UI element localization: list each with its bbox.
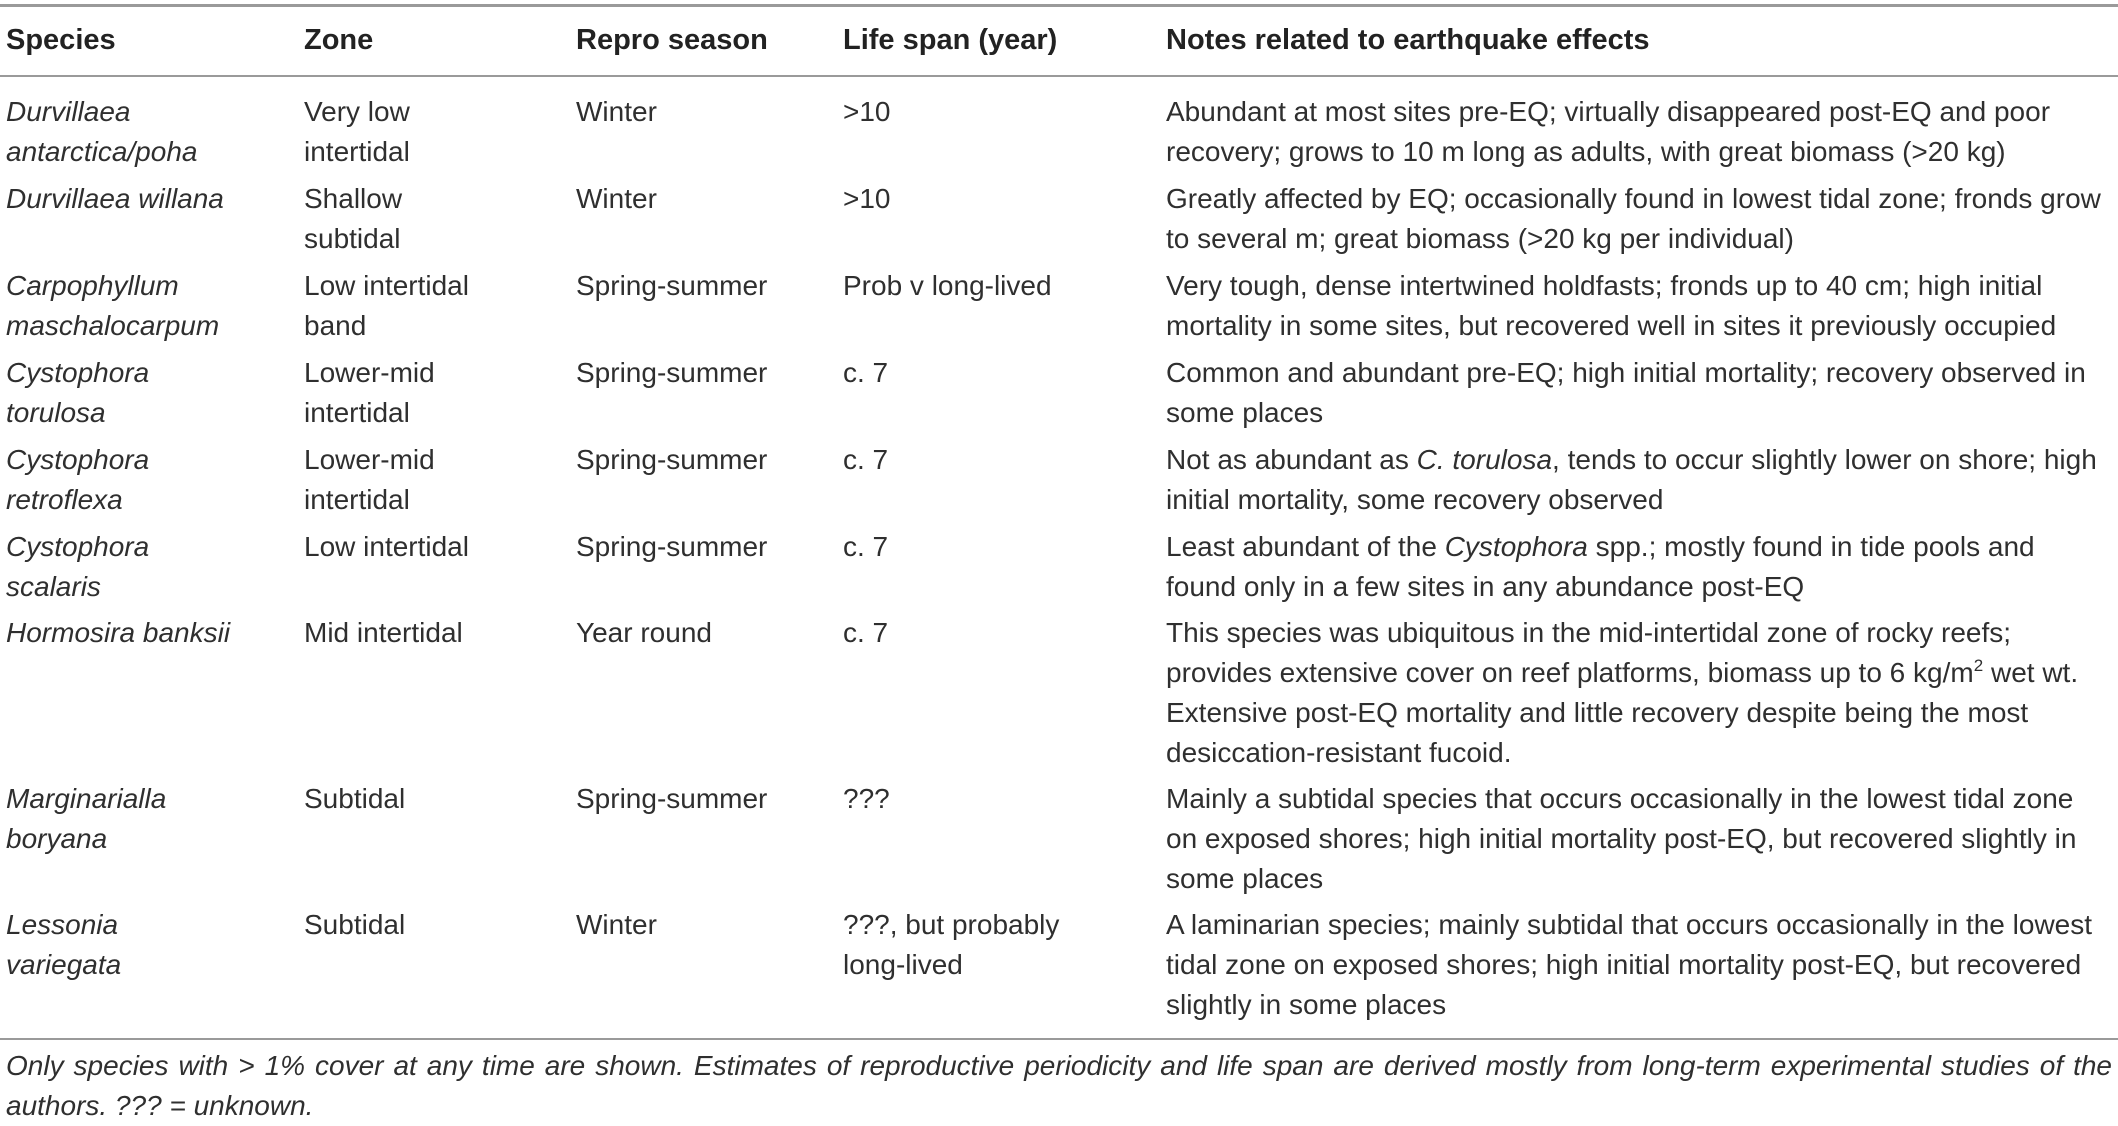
species-cell [6,527,286,607]
notes-line: Extensive post-EQ mortality and little recovery despite being the most [1166,697,2029,728]
species-line: retroflexa [6,484,123,515]
header-life-span: Life span (year) [843,24,1058,56]
life-span-cell: >10 [843,183,891,214]
life-span-line: long-lived [843,949,963,980]
notes-line: mortality in some sites, but recovered well in sites it previously occupied [1166,310,2057,341]
notes-line: This species was ubiquitous in the mid-intertidal zone of rocky reefs; [1166,617,2012,648]
header-zone: Zone [304,24,374,56]
season-cell: Spring-summer [576,783,768,814]
notes-line: Mainly a subtidal species that occurs occasionally in the lowest tidal zone [1166,783,2074,814]
zone-cell: Low intertidal [304,531,469,562]
zone-cell: Subtidal [304,909,406,940]
zone-line: Shallow [304,183,403,214]
notes-text: , tends to occur slightly lower on shore; high [1552,444,2097,475]
zone-line: band [304,310,367,341]
notes-line: on exposed shores; high initial mortality post-EQ, but recovered slightly in [1166,823,2077,854]
notes-line: Abundant at most sites pre-EQ; virtually disappeared post-EQ and poor [1166,96,2051,127]
zone-line: Very low [304,96,410,127]
notes-cell [1166,266,2118,346]
species-line: torulosa [6,397,106,428]
species-line: Carpophyllum [6,270,179,301]
notes-text: Least abundant of the [1166,531,1445,562]
table-header-rule [0,75,2118,77]
notes-line: Greatly affected by EQ; occasionally found in lowest tidal zone; fronds grow [1166,183,2101,214]
species-reference: C. torulosa [1416,444,1553,475]
season-cell: Spring-summer [576,531,768,562]
notes-text: provides extensive cover on reef platforms, biomass up to 6 kg/m [1166,657,1974,688]
species-line: Cystophora [6,444,150,475]
notes-line: A laminarian species; mainly subtidal that occurs occasionally in the lowest [1166,909,2093,940]
notes-line: some places [1166,863,1324,894]
notes-cell [1166,353,2118,433]
species-cell: Hormosira banksii [6,617,231,648]
life-span-cell [843,905,1143,985]
species-cell [6,92,286,172]
notes-line: desiccation-resistant fucoid. [1166,737,1512,768]
notes-line: tidal zone on exposed shores; high initial mortality post-EQ, but recovered [1166,949,2082,980]
life-span-cell: c. 7 [843,617,889,648]
life-span-cell: Prob v long-lived [843,270,1052,301]
zone-cell [304,92,554,172]
notes-cell [1166,92,2118,172]
notes-cell [1166,440,2118,520]
notes-line [1166,440,2118,480]
notes-text: Not as abundant as [1166,444,1417,475]
species-line: variegata [6,949,122,980]
zone-line: intertidal [304,484,410,515]
season-cell: Spring-summer [576,270,768,301]
notes-line: recovery; grows to 10 m long as adults, with great biomass (>20 kg) [1166,136,2006,167]
footnote-line: Only species with > 1% cover at any time are shown. Estimates of reproductive periodicity and life span are derived mostly from long-term experimental studies of the [6,1050,2112,1081]
season-cell: Winter [576,909,657,940]
zone-line: Lower-mid [304,444,435,475]
species-line: Durvillaea [6,96,131,127]
notes-line: some places [1166,397,1324,428]
species-line: scalaris [6,571,101,602]
notes-text: spp.; mostly found in tide pools and [1587,531,2035,562]
notes-cell [1166,779,2118,899]
life-span-cell: ??? [843,783,890,814]
species-line: Cystophora [6,531,150,562]
notes-line: to several m; great biomass (>20 kg per individual) [1166,223,1794,254]
life-span-line: ???, but probably [843,909,1060,940]
notes-line: slightly in some places [1166,989,1447,1020]
notes-cell [1166,179,2118,259]
species-cell: Durvillaea willana [6,183,224,214]
species-cell [6,266,286,346]
table-footnote [6,1046,2112,1126]
season-cell: Spring-summer [576,444,768,475]
season-cell: Year round [576,617,712,648]
notes-line: found only in a few sites in any abundance post-EQ [1166,571,1805,602]
header-species: Species [6,24,116,56]
species-line: Marginarialla [6,783,167,814]
zone-cell: Subtidal [304,783,406,814]
species-cell [6,440,286,520]
species-cell [6,905,286,985]
table-bottom-rule [0,1038,2118,1040]
season-cell: Winter [576,183,657,214]
zone-line: intertidal [304,136,410,167]
life-span-cell: c. 7 [843,444,889,475]
species-line: Cystophora [6,357,150,388]
notes-line: Common and abundant pre-EQ; high initial mortality; recovery observed in [1166,357,2086,388]
species-line: maschalocarpum [6,310,220,341]
footnote-line: authors. ??? = unknown. [6,1090,314,1121]
zone-line: subtidal [304,223,401,254]
zone-cell: Mid intertidal [304,617,463,648]
zone-line: Low intertidal [304,270,469,301]
season-cell: Spring-summer [576,357,768,388]
table-top-rule [0,4,2118,7]
notes-cell [1166,613,2118,773]
zone-cell [304,353,554,433]
notes-line [1166,653,2118,693]
notes-line: initial mortality, some recovery observed [1166,484,1664,515]
genus-reference: Cystophora [1444,531,1588,562]
notes-line: Very tough, dense intertwined holdfasts; fronds up to 40 cm; high initial [1166,270,2043,301]
life-span-cell: c. 7 [843,357,889,388]
header-repro-season: Repro season [576,24,768,56]
zone-line: Lower-mid [304,357,435,388]
species-line: Lessonia [6,909,119,940]
notes-cell [1166,905,2118,1025]
season-cell: Winter [576,96,657,127]
zone-cell [304,179,554,259]
zone-line: intertidal [304,397,410,428]
notes-cell [1166,527,2118,607]
life-span-cell: c. 7 [843,531,889,562]
species-line: antarctica/poha [6,136,198,167]
superscript: 2 [1973,656,1984,675]
species-cell [6,779,286,859]
notes-text: wet wt. [1983,657,2079,688]
life-span-cell: >10 [843,96,891,127]
zone-cell [304,440,554,520]
notes-line [1166,527,2118,567]
zone-cell [304,266,554,346]
species-cell [6,353,286,433]
header-notes: Notes related to earthquake effects [1166,24,1650,56]
species-line: boryana [6,823,108,854]
